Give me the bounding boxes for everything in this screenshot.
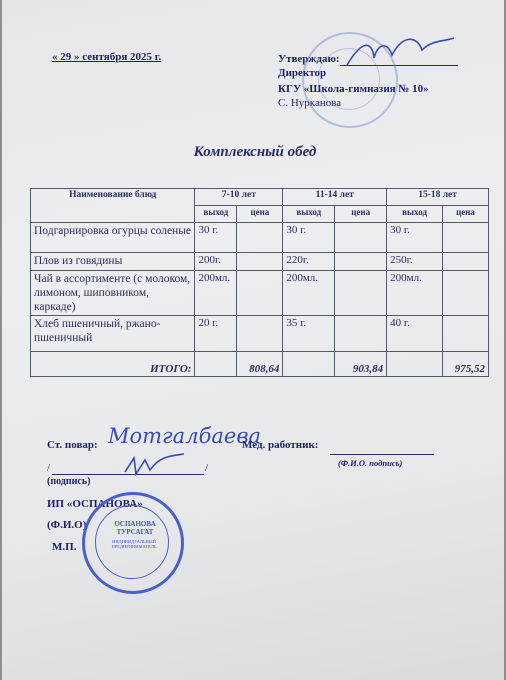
portion-15-18: 250г.: [387, 253, 443, 271]
group-15-18: 15-18 лет: [387, 189, 489, 206]
portion-11-14: 200мл.: [283, 271, 335, 316]
fio-sign-caption: (Ф.И.О. подпись): [338, 458, 403, 468]
dish-name: Подгарнировка огурцы соленые: [31, 223, 195, 253]
total-15-18: 975,52: [443, 352, 489, 377]
entrepreneur-stamp: [82, 492, 184, 594]
portion-11-14: 35 г.: [283, 316, 335, 352]
director-name: С. Нурканова: [278, 97, 342, 109]
fio-caption: (Ф.И.О): [47, 519, 87, 531]
dish-name: Хлеб пшеничный, ржано-пшеничный: [31, 316, 195, 352]
approved-label: Утверждаю:: [278, 53, 340, 65]
sub-output: выход: [387, 206, 443, 223]
portion-7-10: 20 г.: [195, 316, 237, 352]
sub-output: выход: [195, 206, 237, 223]
table-row: [31, 271, 489, 316]
portion-15-18: 200мл.: [387, 271, 443, 316]
total-11-14: 903,84: [335, 352, 387, 377]
portion-15-18: 30 г.: [387, 223, 443, 253]
group-11-14: 11-14 лет: [283, 189, 387, 206]
col-dish-name: Наименование блюд: [31, 189, 195, 223]
cook-signature: Мотгалбаева: [108, 424, 262, 448]
table-row: [31, 316, 489, 352]
sub-output: выход: [283, 206, 335, 223]
mp-label: М.П.: [52, 541, 77, 553]
stamp-text: ОСПАНОВА ТУРСАГАТ: [114, 520, 156, 536]
total-label: ИТОГО:: [31, 352, 195, 377]
stamp-subtext: ИНДИВИДУАЛЬНЫЙ ПРЕДПРИНИМАТЕЛЬ: [111, 539, 157, 549]
sub-price: цена: [443, 206, 489, 223]
portion-7-10: 200г.: [195, 253, 237, 271]
table-row: [31, 253, 489, 271]
sub-price: цена: [237, 206, 283, 223]
portion-11-14: 220г.: [283, 253, 335, 271]
document-page: « 29 » сентября 2025 г. Утверждаю: Директор КГУ «Школа-гимназия № 10» С. Нурканова Комплексный обед Наименование блюд 7-10 лет 11-14 лет 15-18 лет выход цена выход цена выход цена Подгарнировка огурцы соленые 30 г. 30 г. 30 г. Плов из говядины 200г. 220г. 250г. Чай в ассортименте (с молоком, лимоном, шиповником, каркаде) 200мл. 200мл. 200мл. Хлеб пшеничный, ржано-пшеничный 20 г. 35 г. 40 г. ИТОГО: 808,64 903,84 975,52 Ст. повар: Мотгалбаева Мед. работник: (Ф.И.О. подпись) / / (подпись) ИП «ОСПАНОВА» (Ф.И.О) М.П. ОСПАНОВА ТУРСАГАТ ИНДИВИДУАЛЬНЫЙ ПРЕДПРИНИМАТЕЛЬ: [2, 0, 504, 680]
director-signature-icon: [342, 30, 462, 75]
cook-initials-signature-icon: [120, 450, 190, 480]
total-row: [31, 352, 489, 377]
med-signature-line: [330, 454, 434, 455]
med-label: Мед. работник:: [242, 439, 319, 451]
page-title: Комплексный обед: [193, 144, 317, 160]
school-name: КГУ «Школа-гимназия № 10»: [278, 83, 429, 95]
total-7-10: 808,64: [237, 352, 283, 377]
sub-price: цена: [335, 206, 387, 223]
sign-caption: (подпись): [47, 476, 91, 487]
menu-table: [30, 188, 489, 377]
ip-name: ИП «ОСПАНОВА»: [47, 498, 143, 510]
portion-15-18: 40 г.: [387, 316, 443, 352]
dish-name: Плов из говядины: [31, 253, 195, 271]
dish-name: Чай в ассортименте (с молоком, лимоном, шиповником, каркаде): [31, 271, 195, 316]
director-label: Директор: [278, 67, 327, 79]
portion-7-10: 30 г.: [195, 223, 237, 253]
portion-11-14: 30 г.: [283, 223, 335, 253]
portion-7-10: 200мл.: [195, 271, 237, 316]
table-row: [31, 223, 489, 253]
document-date: « 29 » сентября 2025 г.: [52, 51, 162, 63]
cook-label: Ст. повар:: [47, 439, 98, 451]
group-7-10: 7-10 лет: [195, 189, 283, 206]
